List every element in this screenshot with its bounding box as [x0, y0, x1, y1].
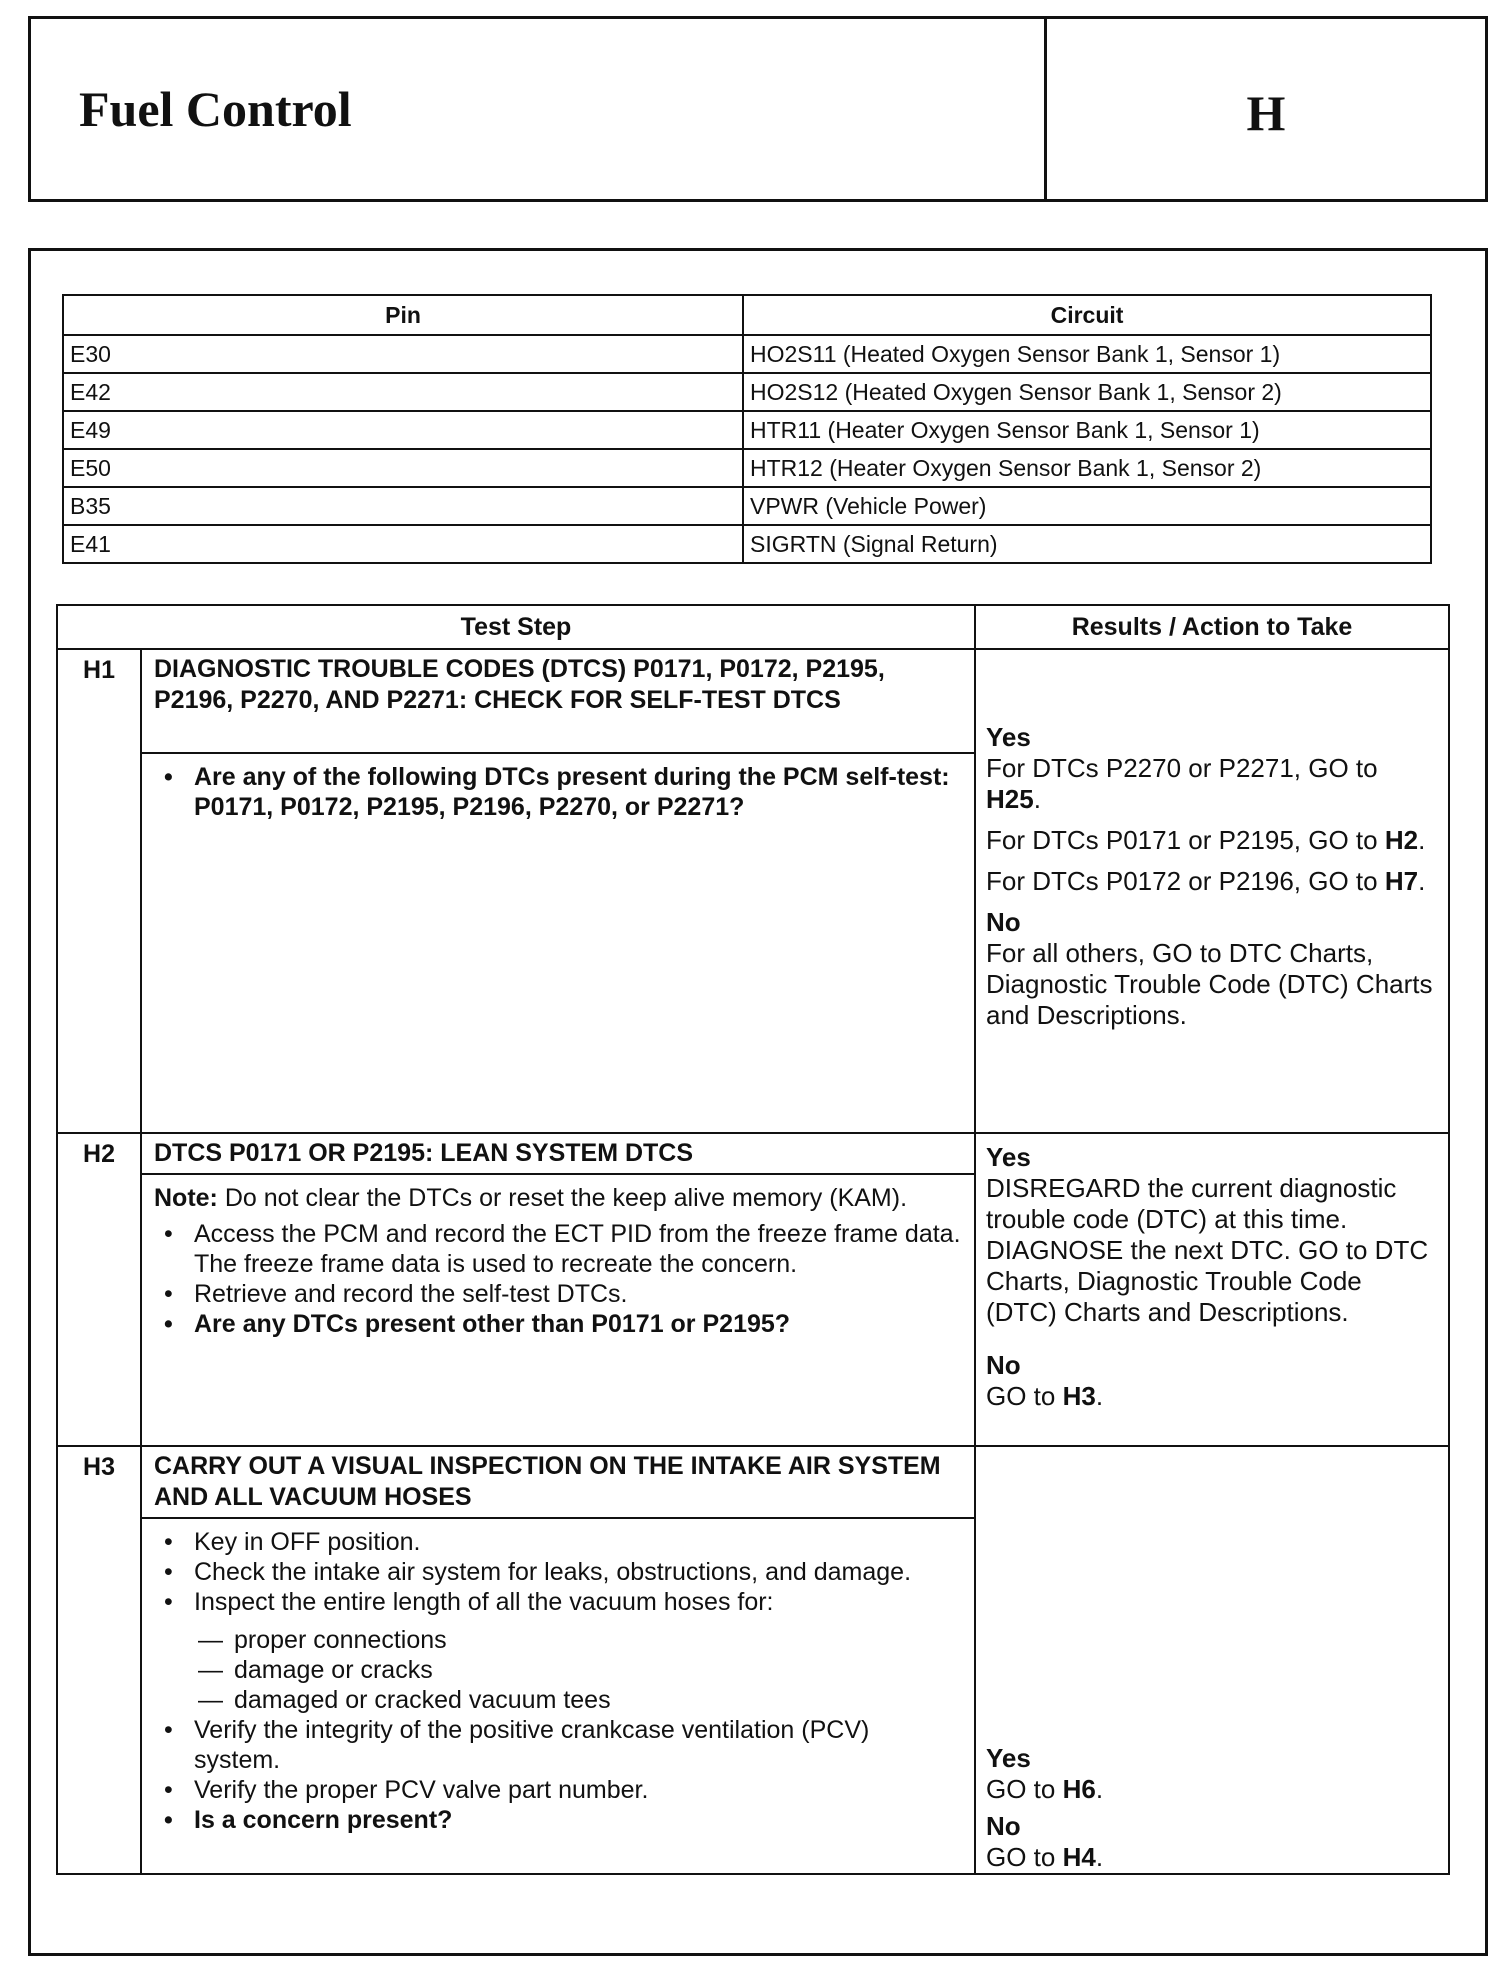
result-text: For DTCs P0172 or P2196, GO to: [986, 866, 1378, 896]
result-text: GO to: [986, 1842, 1063, 1872]
table-row: [63, 487, 1431, 525]
period: .: [1418, 825, 1426, 855]
list-item: • Key in OFF position.: [154, 1527, 962, 1557]
note-text: Do not clear the DTCs or reset the keep alive memory (KAM).: [217, 1184, 908, 1212]
list-item: • Access the PCM and record the ECT PID from the freeze frame data. The freeze frame data is used to recreate the concern.: [154, 1219, 962, 1279]
note-label: Note:: [154, 1184, 218, 1212]
result-text: For DTCs P2270 or P2271, GO to: [986, 753, 1378, 783]
list-item: • Are any of the following DTCs present during the PCM self-test: P0171, P0172, P2195, P2196, P2270, or P2271?: [154, 762, 962, 822]
step-h3-title-row: [57, 1446, 1449, 1518]
bullet-list: [154, 1219, 962, 1339]
step-body: [141, 1518, 975, 1874]
step-body: [141, 753, 975, 1133]
pin-cell: B35: [63, 487, 743, 525]
list-item: • Retrieve and record the self-test DTCs.: [154, 1279, 962, 1309]
table-row: [63, 411, 1431, 449]
note: [154, 1183, 962, 1213]
period: .: [1418, 866, 1426, 896]
circuit-cell: HO2S11 (Heated Oxygen Sensor Bank 1, Sensor 1): [743, 335, 1431, 373]
list-item: • Are any DTCs present other than P0171 or P2195?: [154, 1309, 962, 1339]
section-letter: H: [1246, 85, 1286, 141]
page-header: [28, 16, 1488, 202]
page-title: Fuel Control: [31, 19, 1047, 199]
dash-list: [154, 1625, 962, 1715]
list-item: • Inspect the entire length of all the vacuum hoses for:: [154, 1587, 962, 1617]
list-item: • Verify the proper PCV valve part number.: [154, 1775, 962, 1805]
no-label: No: [986, 1811, 1021, 1841]
list-item: — damage or cracks: [154, 1655, 962, 1685]
step-body: [141, 1174, 975, 1446]
period: .: [1095, 1774, 1104, 1804]
step-h1-title-row: [57, 649, 1449, 753]
pin-header: Pin: [63, 295, 743, 335]
bullet-list: [154, 1527, 962, 1617]
step-reference: H4: [1062, 1842, 1096, 1872]
pin-cell: E41: [63, 525, 743, 563]
pin-cell: E42: [63, 373, 743, 411]
results-header: Results / Action to Take: [975, 605, 1449, 649]
table-header-row: [63, 295, 1431, 335]
step-id: H2: [57, 1133, 141, 1446]
circuit-cell: SIGRTN (Signal Return): [743, 525, 1431, 563]
yes-label: Yes: [986, 722, 1031, 752]
period: .: [1095, 1381, 1104, 1411]
step-results: [975, 1446, 1449, 1874]
table-header-row: [57, 605, 1449, 649]
step-results: [975, 649, 1449, 1133]
step-title: DTCS P0171 OR P2195: LEAN SYSTEM DTCS: [141, 1133, 975, 1174]
result-text: For all others, GO to DTC Charts, Diagnostic Trouble Code (DTC) Charts and Descriptions.: [986, 938, 1433, 1030]
circuit-cell: HTR12 (Heater Oxygen Sensor Bank 1, Sensor 2): [743, 449, 1431, 487]
bullet-list: [154, 1715, 962, 1835]
no-label: No: [986, 907, 1021, 937]
result-text: For DTCs P0171 or P2195, GO to: [986, 825, 1378, 855]
circuit-cell: VPWR (Vehicle Power): [743, 487, 1431, 525]
pin-cell: E50: [63, 449, 743, 487]
pin-cell: E49: [63, 411, 743, 449]
list-item: • Verify the integrity of the positive crankcase ventilation (PCV) system.: [154, 1715, 962, 1775]
step-results: [975, 1133, 1449, 1446]
table-row: [63, 335, 1431, 373]
table-row: [63, 373, 1431, 411]
period: .: [1033, 784, 1041, 814]
list-item: • Check the intake air system for leaks, obstructions, and damage.: [154, 1557, 962, 1587]
step-reference: H6: [1062, 1774, 1096, 1804]
pin-circuit-table: [62, 294, 1432, 564]
list-item: — proper connections: [154, 1625, 962, 1655]
step-h2-title-row: [57, 1133, 1449, 1174]
step-reference: H2: [1384, 825, 1419, 855]
table-row: [63, 525, 1431, 563]
table-row: [63, 449, 1431, 487]
result-text: GO to: [986, 1381, 1063, 1411]
step-id: H3: [57, 1446, 141, 1874]
pin-cell: E30: [63, 335, 743, 373]
result-text: GO to: [986, 1774, 1063, 1804]
bullet-list: [154, 762, 962, 822]
test-step-table: [56, 604, 1450, 1875]
yes-label: Yes: [986, 1743, 1031, 1773]
step-reference: H7: [1384, 866, 1419, 896]
result-text: DISREGARD the current diagnostic trouble code (DTC) at this time. DIAGNOSE the next DTC. GO to DTC Charts, Diagnostic Trouble Code (DTC) Charts and Descriptions.: [986, 1173, 1429, 1327]
step-title: CARRY OUT A VISUAL INSPECTION ON THE INTAKE AIR SYSTEM AND ALL VACUUM HOSES: [141, 1446, 975, 1518]
period: .: [1095, 1842, 1104, 1872]
circuit-cell: HO2S12 (Heated Oxygen Sensor Bank 1, Sensor 2): [743, 373, 1431, 411]
list-item: — damaged or cracked vacuum tees: [154, 1685, 962, 1715]
yes-label: Yes: [986, 1142, 1031, 1172]
step-id: H1: [57, 649, 141, 1133]
step-title: DIAGNOSTIC TROUBLE CODES (DTCS) P0171, P0172, P2195, P2196, P2270, AND P2271: CHECK FOR SELF-TEST DTCS: [141, 649, 975, 753]
list-item: • Is a concern present?: [154, 1805, 962, 1835]
step-reference: H25: [986, 784, 1034, 814]
test-step-header: Test Step: [57, 605, 975, 649]
circuit-header: Circuit: [743, 295, 1431, 335]
step-reference: H3: [1062, 1381, 1096, 1411]
no-label: No: [986, 1350, 1021, 1380]
circuit-cell: HTR11 (Heater Oxygen Sensor Bank 1, Sensor 1): [743, 411, 1431, 449]
